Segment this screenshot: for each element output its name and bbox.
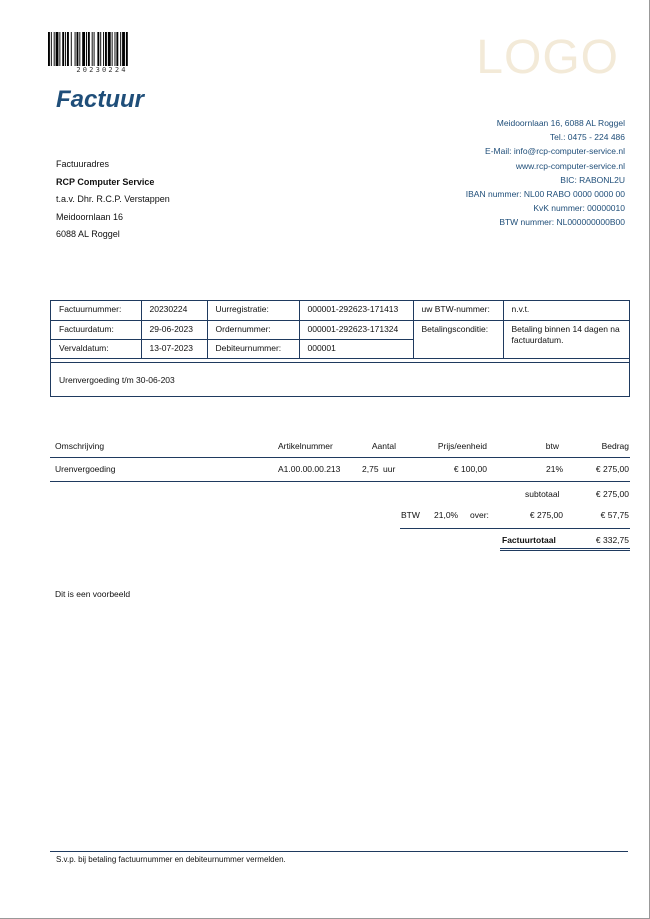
- barcode-bar: [65, 32, 66, 66]
- btw-rate: 21,0%: [434, 510, 459, 520]
- barcode-bar: [92, 32, 93, 66]
- subtotaal-label: subtotaal: [525, 489, 560, 499]
- company-btw: BTW nummer: NL000000000B00: [499, 217, 625, 228]
- header-bedrag: Bedrag: [601, 441, 629, 451]
- barcode-bar: [67, 32, 69, 66]
- barcode-bar: [88, 32, 90, 66]
- barcode-bar: [59, 32, 60, 66]
- invoice-info-table: [51, 301, 629, 359]
- header-omschrijving: Omschrijving: [55, 441, 105, 451]
- barcode-bars: [48, 32, 156, 66]
- billing-street: Meidoornlaan 16: [56, 211, 124, 222]
- item-eenheid: uur: [383, 464, 396, 474]
- header-btw: btw: [545, 441, 559, 451]
- barcode-bar: [48, 32, 50, 66]
- ordernummer-value: 000001-292623-171324: [299, 320, 413, 339]
- company-website[interactable]: www.rcp-computer-service.nl: [515, 160, 625, 171]
- item-bedrag: € 275,00: [595, 464, 629, 474]
- invoice-lines-table: [50, 438, 630, 482]
- uurregistratie-value: 000001-292623-171413: [299, 301, 413, 320]
- factuurdatum-value: 29-06-2023: [141, 320, 207, 339]
- logo-placeholder: LOGO: [476, 31, 619, 84]
- btw-over-label: over:: [470, 510, 489, 520]
- barcode-bar: [116, 32, 118, 66]
- btw-amount: € 57,75: [600, 510, 629, 520]
- subtotaal-value: € 275,00: [595, 489, 629, 499]
- vervaldatum-label: Vervaldatum:: [51, 339, 141, 358]
- factuurnummer-label: Factuurnummer:: [51, 301, 141, 320]
- uw-btw-label: uw BTW-nummer:: [413, 301, 503, 320]
- company-bic: BIC: RABONL2U: [560, 174, 625, 185]
- table-row: [50, 458, 630, 482]
- barcode-bar: [94, 32, 95, 66]
- item-btw: 21%: [545, 464, 563, 474]
- invoice-title: Factuur: [56, 86, 145, 113]
- factuurnummer-value: 20230224: [141, 301, 207, 320]
- item-prijs: € 100,00: [453, 464, 487, 474]
- barcode-bar: [62, 32, 64, 66]
- header-aantal: Aantal: [371, 441, 396, 451]
- header-prijs: Prijs/eenheid: [437, 441, 487, 451]
- barcode-bar: [86, 32, 87, 66]
- betalingsconditie-label: Betalingsconditie:: [413, 320, 503, 358]
- barcode-bar: [115, 32, 116, 66]
- barcode: [48, 32, 156, 66]
- barcode-bar: [71, 32, 72, 66]
- company-phone: Tel.: 0475 - 224 486: [549, 132, 625, 143]
- footer-text: S.v.p. bij betaling factuurnummer en debiteurnummer vermelden.: [56, 855, 286, 864]
- barcode-bar: [56, 32, 59, 66]
- company-iban: IBAN nummer: NL00 RABO 0000 0000 00: [465, 189, 625, 200]
- barcode-bar: [79, 32, 80, 66]
- item-omschrijving: Urenvergoeding: [55, 464, 116, 474]
- betalingsconditie-value: Betaling binnen 14 dagen na factuurdatum.: [503, 320, 629, 358]
- barcode-bar: [105, 32, 107, 66]
- company-kvk: KvK nummer: 00000010: [533, 203, 625, 214]
- company-email[interactable]: E-Mail: info@rcp-computer-service.nl: [485, 146, 625, 157]
- debiteurnummer-value: 000001: [299, 339, 413, 358]
- billing-name: RCP Computer Service: [56, 176, 155, 187]
- btw-label: BTW: [401, 510, 420, 520]
- barcode-bar: [82, 32, 85, 66]
- invoice-info-box: [50, 300, 630, 397]
- factuurtotaal-label: Factuurtotaal: [502, 535, 556, 545]
- barcode-bar: [54, 32, 55, 66]
- uw-btw-value: n.v.t.: [503, 301, 629, 320]
- ordernummer-label: Ordernummer:: [207, 320, 299, 339]
- billing-attn: t.a.v. Dhr. R.C.P. Verstappen: [56, 194, 170, 205]
- barcode-bar: [51, 32, 52, 66]
- invoice-note: Urenvergoeding t/m 30-06-203: [51, 362, 629, 396]
- factuurtotaal-value: € 332,75: [595, 535, 629, 545]
- billing-label: Factuuradres: [56, 159, 110, 169]
- header-artikelnummer: Artikelnummer: [278, 441, 333, 451]
- billing-city: 6088 AL Roggel: [56, 229, 120, 240]
- lines-header-row: [50, 438, 630, 458]
- item-artikelnummer: A1.00.00.00.213: [278, 464, 341, 474]
- barcode-bar: [122, 32, 125, 66]
- company-address: Meidoornlaan 16, 6088 AL Roggel: [496, 118, 625, 128]
- barcode-bar: [120, 32, 121, 66]
- totals-divider: [400, 528, 630, 529]
- company-details: [466, 116, 625, 230]
- debiteurnummer-label: Debiteurnummer:: [207, 339, 299, 358]
- footer-divider: [50, 851, 628, 852]
- vervaldatum-value: 13-07-2023: [141, 339, 207, 358]
- factuurdatum-label: Factuurdatum:: [51, 320, 141, 339]
- barcode-bar: [126, 32, 128, 66]
- total-double-rule: [500, 548, 630, 551]
- remark-text: Dit is een voorbeeld: [55, 589, 131, 599]
- barcode-bar: [108, 32, 111, 66]
- barcode-number: 20230224: [76, 66, 128, 74]
- item-aantal: 2,75: [362, 464, 379, 474]
- btw-base: € 275,00: [529, 510, 563, 520]
- uurregistratie-label: Uurregistratie:: [207, 301, 299, 320]
- barcode-bar: [103, 32, 104, 66]
- barcode-bar: [75, 32, 76, 66]
- barcode-bar: [77, 32, 79, 66]
- barcode-bar: [100, 32, 101, 66]
- barcode-bar: [97, 32, 99, 66]
- billing-address: [56, 156, 170, 244]
- barcode-bar: [112, 32, 113, 66]
